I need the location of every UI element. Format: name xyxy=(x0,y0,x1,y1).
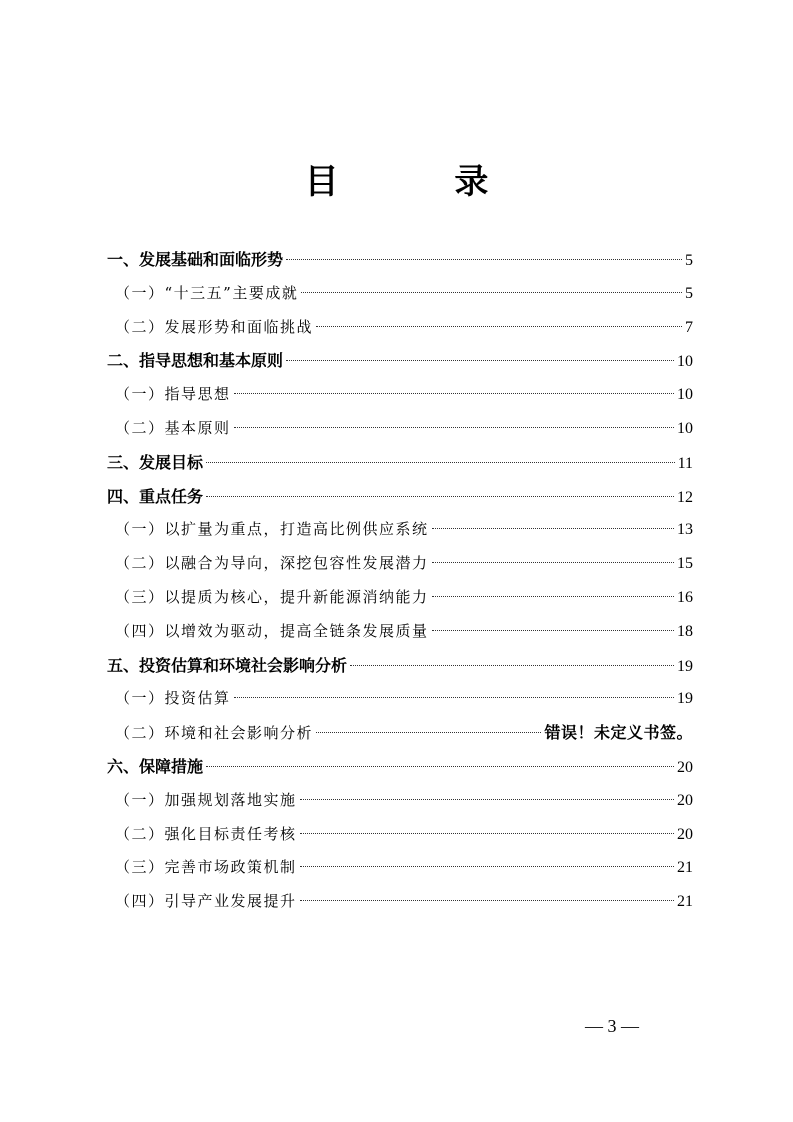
toc-entry-label: （二）以融合为导向，深挖包容性发展潜力 xyxy=(115,554,429,573)
toc-entry-label: 三、发展目标 xyxy=(107,452,204,472)
toc-entry-subsection[interactable] xyxy=(107,581,693,615)
toc-entry-section[interactable] xyxy=(107,649,693,683)
toc-entry-section[interactable] xyxy=(107,243,693,277)
toc-entry-label: （三）完善市场政策机制 xyxy=(115,858,297,877)
toc-dot-leader xyxy=(432,562,674,563)
toc-dot-leader xyxy=(300,866,674,867)
toc-entry-subsection[interactable] xyxy=(107,885,693,919)
toc-dot-leader xyxy=(206,496,674,497)
toc-entry-section[interactable] xyxy=(107,344,693,378)
toc-entry-subsection[interactable] xyxy=(107,615,693,649)
toc-entry-subsection[interactable] xyxy=(107,547,693,581)
toc-entry-page-number: 20 xyxy=(677,758,693,776)
toc-entry-page-number: 10 xyxy=(677,419,693,437)
toc-dot-leader xyxy=(300,900,674,901)
toc-entry-subsection[interactable] xyxy=(107,818,693,852)
toc-entry-page-number: 20 xyxy=(677,825,693,843)
toc-entry-label: （二）强化目标责任考核 xyxy=(115,824,297,843)
toc-entry-subsection[interactable] xyxy=(107,513,693,547)
toc-entry-section[interactable] xyxy=(107,480,693,514)
toc-dot-leader xyxy=(300,799,674,800)
toc-entry-label: 一、发展基础和面临形势 xyxy=(107,250,284,269)
toc-dot-leader xyxy=(234,427,674,428)
toc-entry-section[interactable] xyxy=(107,446,693,480)
toc-dot-leader xyxy=(432,630,674,631)
toc-dot-leader xyxy=(206,766,674,767)
toc-entry-subsection[interactable] xyxy=(107,851,693,885)
toc-dot-leader xyxy=(286,259,682,260)
toc-dot-leader xyxy=(350,665,674,666)
toc-dot-leader xyxy=(316,326,682,327)
toc-dot-leader xyxy=(301,292,682,293)
table-of-contents xyxy=(107,243,693,919)
toc-entry-subsection[interactable] xyxy=(107,716,693,750)
toc-entry-label: 四、重点任务 xyxy=(107,486,204,506)
toc-entry-page-number: 16 xyxy=(677,588,693,606)
toc-entry-label: 五、投资估算和环境社会影响分析 xyxy=(107,655,348,675)
toc-entry-subsection[interactable] xyxy=(107,682,693,716)
toc-entry-page-number: 10 xyxy=(677,386,693,404)
toc-dot-leader xyxy=(432,596,674,597)
toc-entry-label: （一）“十三五”主要成就 xyxy=(115,283,299,302)
toc-entry-subsection[interactable] xyxy=(107,311,693,345)
toc-entry-label: 二、指导思想和基本原则 xyxy=(107,351,284,371)
toc-entry-page-number: 13 xyxy=(677,521,693,539)
toc-entry-label: （四）以增效为驱动，提高全链条发展质量 xyxy=(115,621,429,640)
toc-dot-leader xyxy=(300,833,674,834)
toc-entry-page-number: 18 xyxy=(677,622,693,640)
toc-entry-page-number: 11 xyxy=(677,454,693,472)
toc-entry-subsection[interactable] xyxy=(107,784,693,818)
toc-entry-label: （二）环境和社会影响分析 xyxy=(115,724,314,743)
toc-entry-label: （四）引导产业发展提升 xyxy=(115,892,297,911)
toc-entry-page-number: 20 xyxy=(677,791,693,809)
toc-dot-leader xyxy=(234,697,674,698)
toc-entry-section[interactable] xyxy=(107,750,693,784)
toc-dot-leader xyxy=(432,528,674,529)
toc-entry-page-number: 12 xyxy=(677,488,693,506)
toc-entry-label: （一）以扩量为重点，打造高比例供应系统 xyxy=(115,520,429,539)
toc-entry-page-number: 21 xyxy=(677,893,693,911)
toc-dot-leader xyxy=(286,360,674,361)
toc-entry-subsection[interactable] xyxy=(107,378,693,412)
toc-dot-leader xyxy=(206,462,675,463)
page-number: — 3 — xyxy=(585,1016,639,1036)
toc-entry-label: （一）指导思想 xyxy=(115,385,231,404)
toc-entry-label: （一）加强规划落地实施 xyxy=(115,790,297,809)
toc-entry-label: 六、保障措施 xyxy=(107,756,204,776)
toc-entry-page-number: 7 xyxy=(685,318,693,336)
toc-entry-subsection[interactable] xyxy=(107,412,693,446)
toc-entry-page-number: 19 xyxy=(677,690,693,708)
toc-entry-page-number: 15 xyxy=(677,555,693,573)
toc-dot-leader xyxy=(234,393,674,394)
toc-entry-page-number: 10 xyxy=(677,353,693,371)
toc-entry-label: （一）投资估算 xyxy=(115,689,231,708)
toc-entry-error-message: 错误！未定义书签。 xyxy=(544,723,693,743)
toc-dot-leader xyxy=(316,732,541,733)
toc-entry-label: （三）以提质为核心，提升新能源消纳能力 xyxy=(115,587,429,606)
toc-entry-label: （二）发展形势和面临挑战 xyxy=(115,317,314,336)
toc-entry-page-number: 5 xyxy=(685,284,693,302)
toc-entry-page-number: 21 xyxy=(677,859,693,877)
toc-entry-page-number: 5 xyxy=(685,252,693,269)
toc-entry-page-number: 19 xyxy=(677,657,693,675)
toc-entry-subsection[interactable] xyxy=(107,277,693,311)
toc-entry-label: （二）基本原则 xyxy=(115,418,231,437)
page-title: 目 录 xyxy=(304,162,541,202)
